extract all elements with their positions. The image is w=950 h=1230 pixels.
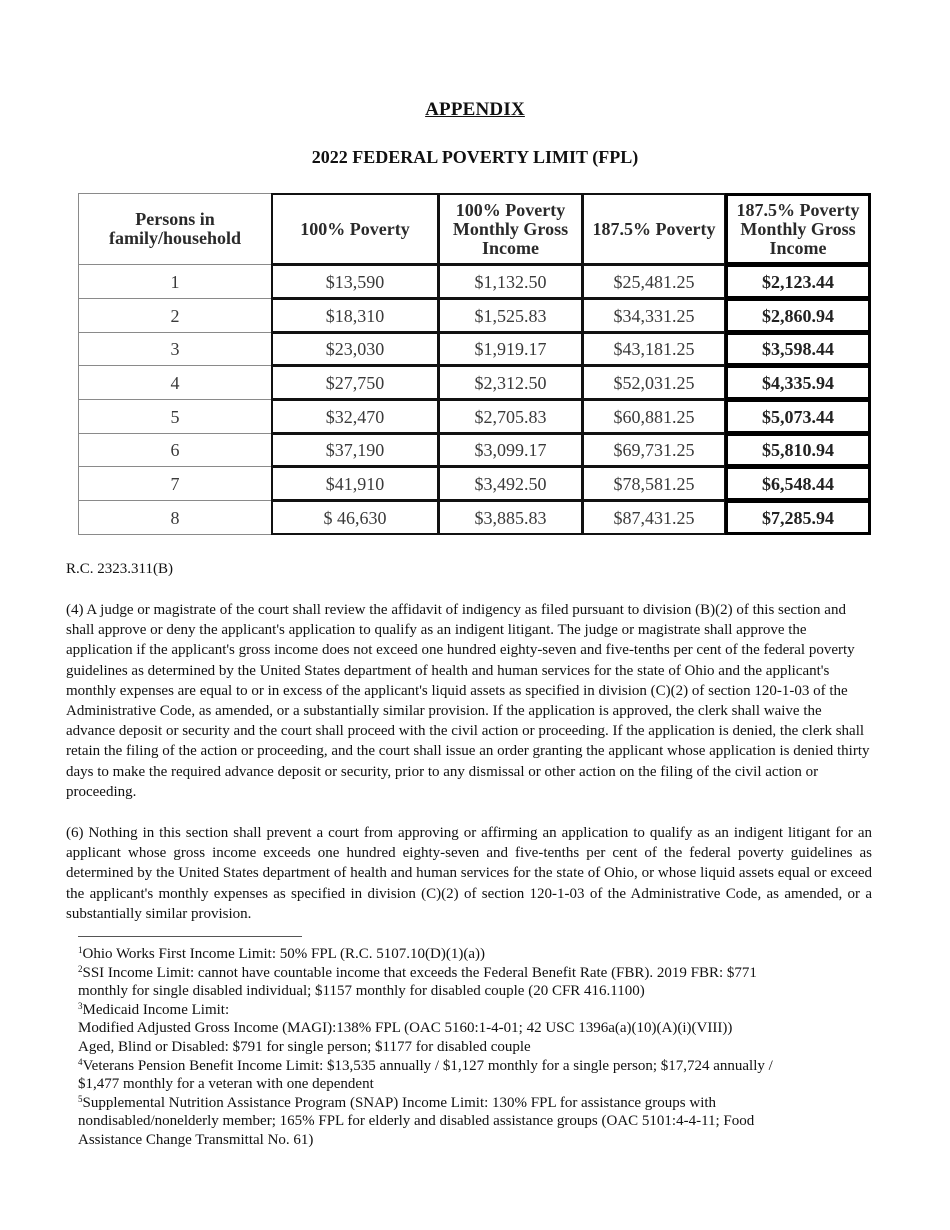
- cell-persons: 2: [78, 298, 272, 333]
- footnote-number: 2: [78, 963, 83, 974]
- footnote-number: 5: [78, 1093, 83, 1104]
- cell-100-monthly: $3,492.50: [438, 466, 583, 501]
- cell-100-poverty: $37,190: [271, 433, 439, 467]
- cell-187-monthly: $2,123.44: [725, 264, 871, 299]
- cell-persons: 3: [78, 332, 272, 366]
- footnote-line: [78, 945, 868, 964]
- footnote-line: [78, 1075, 868, 1094]
- cell-100-poverty: $41,910: [271, 466, 439, 501]
- footnote-line: [78, 964, 868, 983]
- cell-100-poverty: $13,590: [271, 264, 439, 299]
- cell-187-monthly: $2,860.94: [725, 298, 871, 333]
- cell-187-poverty: $25,481.25: [582, 264, 726, 299]
- cell-187-poverty: $43,181.25: [582, 332, 726, 366]
- cell-100-poverty: $ 46,630: [271, 500, 439, 535]
- footnote-text: Aged, Blind or Disabled: $791 for single person; $1177 for disabled couple: [78, 1038, 531, 1055]
- cell-187-poverty: $69,731.25: [582, 433, 726, 467]
- cell-187-monthly: $4,335.94: [725, 365, 871, 400]
- header-187-poverty: 187.5% Poverty: [582, 193, 726, 265]
- cell-100-monthly: $1,919.17: [438, 332, 583, 366]
- cell-187-poverty: $60,881.25: [582, 399, 726, 434]
- appendix-title: APPENDIX: [425, 99, 525, 120]
- footnote-divider: [78, 936, 302, 937]
- cell-100-monthly: $2,705.83: [438, 399, 583, 434]
- cell-persons: 5: [78, 399, 272, 434]
- cell-100-monthly: $2,312.50: [438, 365, 583, 400]
- cell-100-monthly: $1,525.83: [438, 298, 583, 333]
- footnote-line: [78, 1001, 868, 1020]
- cell-187-poverty: $34,331.25: [582, 298, 726, 333]
- cell-100-poverty: $18,310: [271, 298, 439, 333]
- footnote-3: [78, 1001, 868, 1057]
- footnote-text: Assistance Change Transmittal No. 61): [78, 1131, 314, 1148]
- cell-187-monthly: $5,073.44: [725, 399, 871, 434]
- cell-187-monthly: $3,598.44: [725, 332, 871, 366]
- footnote-5: [78, 1094, 868, 1150]
- footnote-line: [78, 1019, 868, 1038]
- footnote-number: 3: [78, 1000, 83, 1011]
- footnote-text: Ohio Works First Income Limit: 50% FPL (R.C. 5107.10(D)(1)(a)): [82, 946, 486, 962]
- footnote-text: monthly for single disabled individual; $1157 monthly for disabled couple (20 CFR 416.1100): [78, 983, 645, 1000]
- footnote-line: [78, 1112, 868, 1131]
- footnote-text: $1,477 monthly for a veteran with one dependent: [78, 1076, 374, 1093]
- footnote-1: [78, 945, 868, 964]
- cell-100-monthly: $1,132.50: [438, 264, 583, 299]
- footnotes: [78, 945, 868, 1150]
- cell-persons: 8: [78, 500, 272, 535]
- header-persons: Persons in family/household: [78, 193, 272, 265]
- footnote-line: [78, 1038, 868, 1057]
- footnote-number: 1: [78, 945, 83, 955]
- footnote-text: SSI Income Limit: cannot have countable income that exceeds the Federal Benefit Rate (FBR). 2019 FBR: $771: [82, 964, 757, 981]
- cell-persons: 1: [78, 264, 272, 299]
- cell-100-poverty: $27,750: [271, 365, 439, 400]
- cell-187-poverty: $52,031.25: [582, 365, 726, 400]
- cell-persons: 6: [78, 433, 272, 467]
- footnote-text: Veterans Pension Benefit Income Limit: $13,535 annually / $1,127 monthly for a single person; $17,724 annually /: [82, 1057, 773, 1074]
- cell-187-poverty: $78,581.25: [582, 466, 726, 501]
- statute-paragraph-4: (4) A judge or magistrate of the court shall review the affidavit of indigency as filed pursuant to division (B)(2) of this section and shall approve or deny the applicant's application to qualify as an indigent litigant. The judge or magistrate shall approve the application if the applicant's gross income does not exceed one hundred eighty-seven and five-tenths per cent of the federal poverty guidelines as determined by the United States department of health and human services for the state of Ohio and the applicant's monthly expenses are equal to or in excess of the applicant's liquid assets as specified in division (C)(2) of section 120-1-03 of the Administrative Code, as amended, or a substantially similar provision. If the application is approved, the clerk shall waive the advance deposit or security and the court shall proceed with the civil action or proceeding. If the application is denied, the clerk shall retain the filing of the action or proceeding, and the court shall issue an order granting the applicant whose application is denied thirty days to make the required advance deposit or security, prior to any dismissal or other action on the filing of the civil action or proceeding.: [66, 602, 870, 800]
- cell-187-monthly: $7,285.94: [725, 500, 871, 535]
- footnote-line: [78, 1131, 868, 1150]
- footnote-2: [78, 964, 868, 1001]
- cell-100-poverty: $23,030: [271, 332, 439, 366]
- statute-citation: R.C. 2323.311(B): [66, 561, 173, 577]
- header-100-poverty: 100% Poverty: [271, 193, 439, 265]
- cell-187-monthly: $6,548.44: [725, 466, 871, 501]
- cell-100-monthly: $3,099.17: [438, 433, 583, 467]
- footnote-line: [78, 1094, 868, 1113]
- footnote-text: Supplemental Nutrition Assistance Program (SNAP) Income Limit: 130% FPL for assistance groups with: [82, 1094, 717, 1111]
- statute-paragraph-6: (6) Nothing in this section shall prevent a court from approving or affirming an application to qualify as an indigent litigant for an applicant whose gross income exceeds one hundred eighty-seven and five-tenths per cent of the federal poverty guidelines as determined by the United States department of health and human services for the state of Ohio, or whose liquid assets equal or exceed the applicant's monthly expenses as specified in division (C)(2) of section 120-1-03 of the Administrative Code, as amended, or a substantially similar provision.: [66, 825, 872, 922]
- footnote-text: nondisabled/nonelderly member; 165% FPL for elderly and disabled assistance groups (OAC 5101:4-4-11; Food: [78, 1113, 755, 1130]
- cell-187-poverty: $87,431.25: [582, 500, 726, 535]
- footnote-text: Modified Adjusted Gross Income (MAGI):138% FPL (OAC 5160:1-4-01; 42 USC 1396a(a)(10)(A)(i)(VIII)): [78, 1020, 733, 1037]
- cell-persons: 4: [78, 365, 272, 400]
- header-187-monthly: 187.5% Poverty Monthly Gross Income: [725, 193, 871, 265]
- footnote-line: [78, 1057, 868, 1076]
- footnote-4: [78, 1057, 868, 1094]
- cell-100-poverty: $32,470: [271, 399, 439, 434]
- cell-187-monthly: $5,810.94: [725, 433, 871, 467]
- table-title: 2022 FEDERAL POVERTY LIMIT (FPL): [311, 147, 639, 167]
- header-100-monthly: 100% Poverty Monthly Gross Income: [438, 193, 583, 265]
- cell-100-monthly: $3,885.83: [438, 500, 583, 535]
- footnote-text: Medicaid Income Limit:: [82, 1001, 230, 1018]
- cell-persons: 7: [78, 466, 272, 501]
- fpl-table: [78, 193, 870, 535]
- footnote-line: [78, 982, 868, 1001]
- footnote-number: 4: [78, 1056, 83, 1067]
